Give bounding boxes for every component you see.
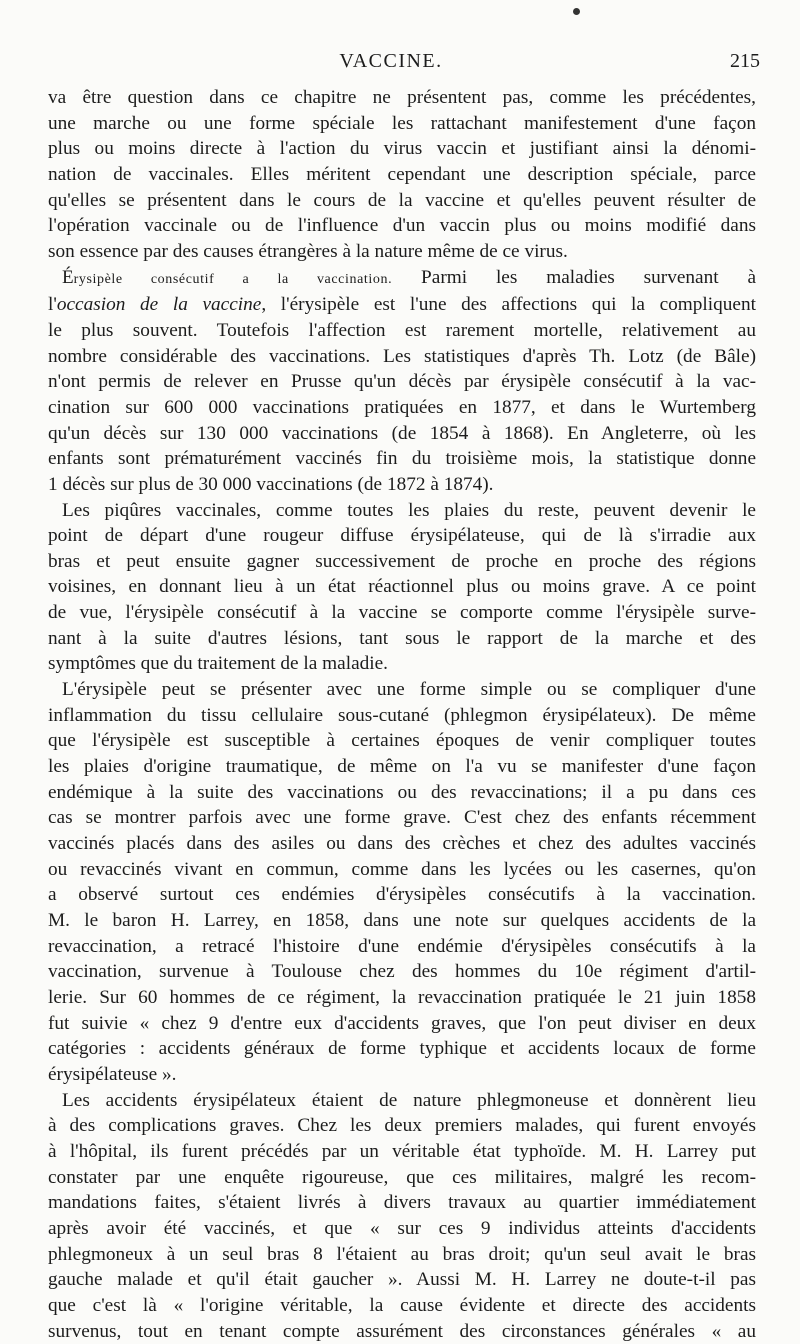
text-line: vaccination, survenue à Toulouse chez des hommes du 10e régiment d'artil-: [48, 959, 756, 985]
text-line: fut suivie « chez 9 d'entre eux d'accidents graves, que l'on peut diviser en deux: [48, 1011, 756, 1037]
text-line: vaccinés placés dans des asiles ou dans des crèches et chez des adultes vaccinés: [48, 831, 756, 857]
text-line: lerie. Sur 60 hommes de ce régiment, la revaccination pratiquée le 21 juin 1858: [48, 985, 756, 1011]
text-line: Les piqûres vaccinales, comme toutes les plaies du reste, peuvent devenir le: [48, 498, 756, 524]
text-line: survenus, tout en tenant compte assurément des circonstances générales « au: [48, 1319, 756, 1344]
text-line: point de départ d'une rougeur diffuse érysipélateuse, qui de là s'irradie aux: [48, 523, 756, 549]
text-line: va être question dans ce chapitre ne présentent pas, comme les précédentes,: [48, 85, 756, 111]
text-line: voisines, en donnant lieu à un état réactionnel plus ou moins grave. A ce point: [48, 574, 756, 600]
text-line: revaccination, a retracé l'histoire d'une endémie d'érysipèles consécutifs à la: [48, 934, 756, 960]
text-line: constater par une enquête rigoureuse, que ces militaires, malgré les recom-: [48, 1165, 756, 1191]
paragraph-erysipele-heading: [48, 265, 756, 498]
text-line: symptômes que du traitement de la maladie.: [48, 651, 756, 677]
section-heading-line: [48, 265, 756, 293]
text-line: à des complications graves. Chez les deux premiers malades, qui furent envoyés: [48, 1113, 756, 1139]
text-line: son essence par des causes étrangères à la nature même de ce virus.: [48, 239, 756, 265]
text-line: inflammation du tissu cellulaire sous-cutané (phlegmon érysipélateux). De même: [48, 703, 756, 729]
text-line: M. le baron H. Larrey, en 1858, dans une note sur quelques accidents de la: [48, 908, 756, 934]
text-line: Les accidents érysipélateux étaient de nature phlegmoneuse et donnèrent lieu: [48, 1088, 756, 1114]
text-line: l'opération vaccinale ou de l'influence d'un vaccin plus ou moins modifié dans: [48, 213, 756, 239]
text-line: cination sur 600 000 vaccinations pratiquées en 1877, et dans le Wurtemberg: [48, 395, 756, 421]
text-line: nant à la suite d'autres lésions, tant sous le rapport de la marche et des: [48, 626, 756, 652]
text-fragment: l': [48, 294, 57, 315]
text-line: nombre considérable des vaccinations. Les statistiques d'après Th. Lotz (de Bâle): [48, 344, 756, 370]
body-text: [48, 85, 756, 1344]
text-line: une marche ou une forme spéciale les rattachant manifestement d'une façon: [48, 111, 756, 137]
text-line: endémique à la suite des vaccinations ou des revaccinations; il a pu dans ces: [48, 780, 756, 806]
text-line: que c'est là « l'origine véritable, la cause évidente et directe des accidents: [48, 1293, 756, 1319]
text-line: a observé surtout ces endémies d'érysipèles consécutifs à la vaccination.: [48, 882, 756, 908]
text-line: [48, 292, 756, 318]
text-line: L'érysipèle peut se présenter avec une forme simple ou se compliquer d'une: [48, 677, 756, 703]
text-line: 1 décès sur plus de 30 000 vaccinations (de 1872 à 1874).: [48, 472, 756, 498]
paragraph-5: [48, 1088, 756, 1344]
text-line: que l'érysipèle est susceptible à certaines époques de venir compliquer toutes: [48, 728, 756, 754]
text-line: qu'un décès sur 130 000 vaccinations (de 1854 à 1868). En Angleterre, où les: [48, 421, 756, 447]
paragraph-4: [48, 677, 756, 1088]
paragraph-1: [48, 85, 756, 265]
text-line: catégories : accidents généraux de forme typhique et accidents locaux de forme: [48, 1036, 756, 1062]
text-line: après avoir été vaccinés, et que « sur ces 9 individus atteints d'accidents: [48, 1216, 756, 1242]
text-line: gauche malade et qu'il était gaucher ». Aussi M. H. Larrey ne doute-t-il pas: [48, 1267, 756, 1293]
italic-phrase: occasion de la vaccine: [57, 294, 261, 315]
text-line: mandations faites, s'étaient livrés à divers travaux au quartier immédiatement: [48, 1190, 756, 1216]
text-line: les plaies d'origine traumatique, de même on l'a vu se manifester d'une façon: [48, 754, 756, 780]
page-header: [22, 50, 760, 80]
text-line: qu'elles se présentent dans le cours de la vaccine et qu'elles peuvent résulter de: [48, 188, 756, 214]
text-line: nation de vaccinales. Elles méritent cependant une description spéciale, parce: [48, 162, 756, 188]
heading-continuation: Parmi les maladies survenant à: [392, 267, 756, 288]
text-line: de vue, l'érysipèle consécutif à la vaccine se comporte comme l'érysipèle surve-: [48, 600, 756, 626]
text-line: bras et peut ensuite gagner successivement de proche en proche des régions: [48, 549, 756, 575]
text-line: phlegmoneux à un seul bras 8 l'étaient au bras droit; qu'un seul avait le bras: [48, 1242, 756, 1268]
text-line: enfants sont prématurément vaccinés fin du troisième mois, la statistique donne: [48, 446, 756, 472]
text-line: érysipélateuse ».: [48, 1062, 756, 1088]
text-line: le plus souvent. Toutefois l'affection est rarement mortelle, relativement au: [48, 318, 756, 344]
ink-dot: [573, 8, 580, 15]
heading-initial: É: [62, 267, 74, 288]
text-fragment: , l'érysipèle est l'une des affections qui la compliquent: [261, 294, 756, 315]
section-heading: rysipèle consécutif a la vaccination.: [74, 272, 393, 287]
text-line: cas se montrer parfois avec une forme grave. C'est chez des enfants récemment: [48, 805, 756, 831]
text-line: n'ont permis de relever en Prusse qu'un décès par érysipèle consécutif à la vac-: [48, 369, 756, 395]
paragraph-3: [48, 498, 756, 678]
running-title: VACCINE.: [22, 50, 760, 73]
text-line: plus ou moins directe à l'action du virus vaccin et justifiant ainsi la dénomi-: [48, 136, 756, 162]
text-line: ou revaccinés vivant en commun, comme dans les lycées ou les casernes, qu'on: [48, 857, 756, 883]
page-number: 215: [730, 50, 760, 73]
text-line: à l'hôpital, ils furent précédés par un véritable état typhoïde. M. H. Larrey put: [48, 1139, 756, 1165]
